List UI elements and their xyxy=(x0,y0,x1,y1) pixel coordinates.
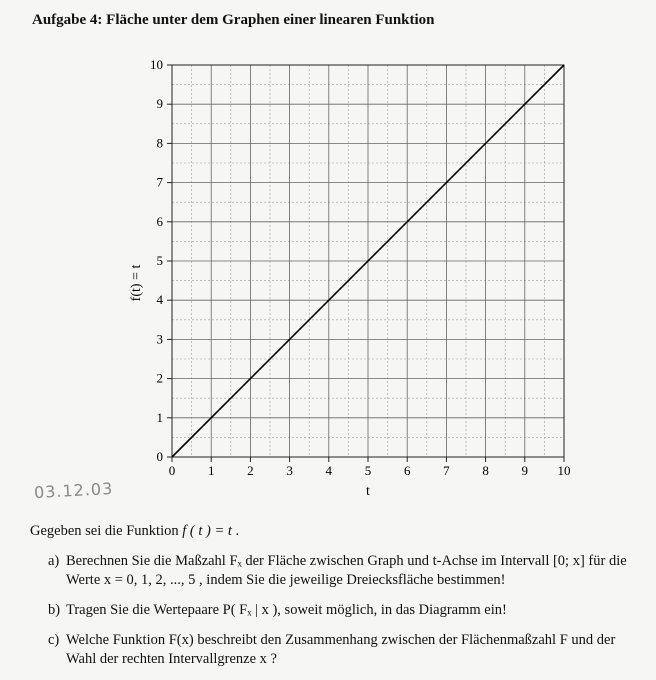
task-list xyxy=(48,552,648,680)
x-tick-label: 7 xyxy=(443,463,450,478)
x-tick-label: 8 xyxy=(482,463,489,478)
y-tick-label: 0 xyxy=(156,449,163,464)
task-text: Tragen Sie die Wertepaare P( Fₓ | x ), soweit möglich, in das Diagramm ein! xyxy=(66,602,507,618)
x-tick-label: 5 xyxy=(364,463,372,478)
page-title: Aufgabe 4: Fläche unter dem Graphen einer linearen Funktion xyxy=(32,12,435,28)
y-tick-label: 8 xyxy=(156,135,163,151)
task-item-a xyxy=(48,552,648,590)
y-tick-label: 5 xyxy=(156,253,163,268)
task-label: b) xyxy=(48,602,61,618)
task-item-c xyxy=(48,631,648,669)
y-axis-label: f(t) = t xyxy=(129,264,144,302)
y-tick-label: 3 xyxy=(156,331,163,347)
x-tick-label: 6 xyxy=(403,463,411,478)
y-tick-label: 1 xyxy=(156,409,163,425)
y-tick-label: 2 xyxy=(156,370,163,386)
handwritten-date: 03.12.03 xyxy=(33,478,114,503)
y-tick-label: 6 xyxy=(156,213,163,229)
task-text: Berechnen Sie die Maßzahl Fₓ der Fläche zwischen Graph und t-Achse im Intervall [0; x] für die Werte x = 0, 1, 2, ..., 5 , indem Sie die jeweilige Dreiecksfläche bestimmen! xyxy=(66,553,627,588)
y-tick-label: 7 xyxy=(156,174,163,190)
y-tick-label: 10 xyxy=(150,57,163,72)
x-tick-label: 4 xyxy=(325,463,333,478)
x-tick-label: 0 xyxy=(168,463,176,478)
y-tick-label: 4 xyxy=(156,292,163,308)
intro-suffix: . xyxy=(231,523,240,539)
intro-formula: f ( t ) = t xyxy=(182,523,232,539)
task-item-b xyxy=(48,601,648,620)
x-axis-label: t xyxy=(366,484,370,499)
task-label: c) xyxy=(48,632,60,648)
x-tick-label: 1 xyxy=(207,463,215,478)
x-tick-label: 2 xyxy=(247,463,254,478)
x-tick-labels xyxy=(169,457,571,478)
y-tick-labels xyxy=(150,57,172,464)
task-text: Welche Funktion F(x) beschreibt den Zusammenhang zwischen der Flächenmaßzahl F und der Wahl der rechten Intervallgrenze x ? xyxy=(66,632,616,667)
y-tick-label: 9 xyxy=(156,96,163,112)
x-tick-label: 3 xyxy=(286,463,293,478)
task-label: a) xyxy=(48,553,60,569)
x-tick-label: 10 xyxy=(557,463,571,478)
x-tick-label: 9 xyxy=(521,463,529,478)
intro-text xyxy=(30,523,239,540)
intro-prefix: Gegeben sei die Funktion xyxy=(30,523,183,539)
